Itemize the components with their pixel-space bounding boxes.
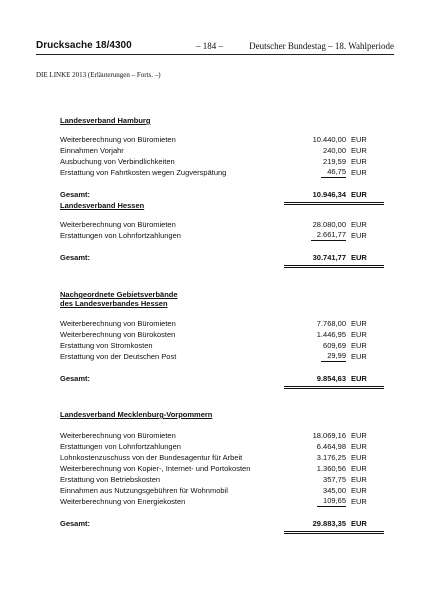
table-row [60, 230, 390, 241]
row-currency: EUR [351, 486, 367, 495]
row-label: Weiterberechnung von Bürokosten [60, 330, 176, 339]
table-row [60, 219, 390, 230]
total-label: Gesamt: [60, 374, 91, 383]
double-underline [284, 265, 384, 268]
row-label: Erstattungen von Lohnfortzahlungen [60, 231, 181, 240]
section-title-line: des Landesverbandes Hessen [60, 299, 168, 308]
row-amount: 357,75 [323, 475, 346, 484]
double-underline [284, 531, 384, 534]
row-amount: 1.360,56 [316, 464, 346, 473]
section-title [60, 201, 390, 210]
section-1 [60, 116, 390, 199]
row-currency: EUR [351, 464, 367, 473]
table-row [60, 134, 390, 145]
row-amount: 109,65 [317, 496, 346, 507]
row-label: Einnahmen Vorjahr [60, 146, 124, 155]
table-row [60, 340, 390, 351]
table-row [60, 496, 390, 507]
row-currency: EUR [351, 168, 367, 177]
total-amount: 29.883,35 [312, 519, 346, 528]
row-amount: 240,00 [323, 146, 346, 155]
row-amount: 6.464,98 [316, 442, 346, 451]
row-label: Einnahmen aus Nutzungsgebühren für Wohnmobil [60, 486, 228, 495]
section-2 [60, 201, 390, 262]
total-amount: 9.854,63 [316, 374, 346, 383]
table-row [60, 441, 390, 452]
page-header [36, 40, 394, 55]
parliament-term: Deutscher Bundestag – 18. Wahlperiode [249, 41, 394, 51]
row-label: Erstattungen von Lohnfortzahlungen [60, 442, 181, 451]
double-underline [284, 386, 384, 389]
row-currency: EUR [351, 157, 367, 166]
row-amount: 46,75 [321, 167, 346, 178]
row-amount: 1.446,95 [316, 330, 346, 339]
section-total [60, 374, 390, 388]
row-label: Weiterberechnung von Energiekosten [60, 497, 186, 506]
row-amount: 219,59 [323, 157, 346, 166]
table-row [60, 156, 390, 167]
table-row [60, 452, 390, 463]
row-label: Ausbuchung von Verbindlichkeiten [60, 157, 175, 166]
row-label: Erstattung von Betriebskosten [60, 475, 161, 484]
row-currency: EUR [351, 220, 367, 229]
table-row [60, 329, 390, 340]
row-label: Weiterberechnung von Büromieten [60, 135, 176, 144]
section-subtitle: DIE LINKE 2013 (Erläuterungen – Forts. –) [36, 71, 161, 79]
row-currency: EUR [351, 135, 367, 144]
line-items [60, 318, 390, 362]
row-amount: 10.440,00 [312, 135, 346, 144]
total-amount: 30.741,77 [312, 253, 346, 262]
section-total [60, 253, 390, 267]
section-title-line: Landesverband Mecklenburg-Vorpommern [60, 410, 213, 419]
row-currency: EUR [351, 453, 367, 462]
total-label: Gesamt: [60, 253, 91, 262]
total-label: Gesamt: [60, 190, 91, 199]
row-label: Weiterberechnung von Büromieten [60, 319, 176, 328]
table-row [60, 167, 390, 178]
total-currency: EUR [351, 253, 367, 262]
section-3 [60, 290, 390, 383]
row-label: Erstattung von Stromkosten [60, 341, 153, 350]
table-row [60, 351, 390, 362]
row-amount: 7.768,00 [316, 319, 346, 328]
table-row [60, 145, 390, 156]
row-label: Erstattung von der Deutschen Post [60, 352, 177, 361]
section-title [60, 410, 390, 419]
row-label: Weiterberechnung von Büromieten [60, 220, 176, 229]
table-row [60, 485, 390, 496]
row-amount: 29,99 [321, 351, 346, 362]
section-title-line: Landesverband Hamburg [60, 116, 151, 125]
row-label: Weiterberechnung von Büromieten [60, 431, 176, 440]
section-title [60, 290, 390, 308]
row-currency: EUR [351, 442, 367, 451]
row-label: Erstattung von Fahrtkosten wegen Zugverspätung [60, 168, 227, 177]
row-currency: EUR [351, 231, 367, 240]
table-row [60, 474, 390, 485]
section-title-line: Nachgeordnete Gebietsverbände [60, 290, 178, 299]
total-currency: EUR [351, 190, 367, 199]
row-currency: EUR [351, 330, 367, 339]
section-title [60, 116, 390, 125]
table-row [60, 318, 390, 329]
line-items [60, 430, 390, 507]
section-4 [60, 410, 390, 528]
row-currency: EUR [351, 431, 367, 440]
line-items [60, 219, 390, 241]
total-currency: EUR [351, 374, 367, 383]
total-currency: EUR [351, 519, 367, 528]
row-currency: EUR [351, 497, 367, 506]
row-amount: 345,00 [323, 486, 346, 495]
row-label: Weiterberechnung von Kopier-, Internet- und Portokosten [60, 464, 251, 473]
line-items [60, 134, 390, 178]
row-amount: 2.661,77 [311, 230, 346, 241]
row-amount: 18.069,16 [312, 431, 346, 440]
row-currency: EUR [351, 319, 367, 328]
row-amount: 3.176,25 [316, 453, 346, 462]
total-label: Gesamt: [60, 519, 91, 528]
row-currency: EUR [351, 341, 367, 350]
total-amount: 10.946,34 [312, 190, 346, 199]
row-label: Lohnkostenzuschuss von der Bundesagentur für Arbeit [60, 453, 243, 462]
table-row [60, 463, 390, 474]
table-row [60, 430, 390, 441]
section-total [60, 519, 390, 533]
section-title-line: Landesverband Hessen [60, 201, 145, 210]
document-number: Drucksache 18/4300 [36, 40, 132, 51]
row-amount: 28.080,00 [312, 220, 346, 229]
row-amount: 609,69 [323, 341, 346, 350]
row-currency: EUR [351, 475, 367, 484]
page-number: – 184 – [196, 41, 223, 51]
row-currency: EUR [351, 352, 367, 361]
row-currency: EUR [351, 146, 367, 155]
